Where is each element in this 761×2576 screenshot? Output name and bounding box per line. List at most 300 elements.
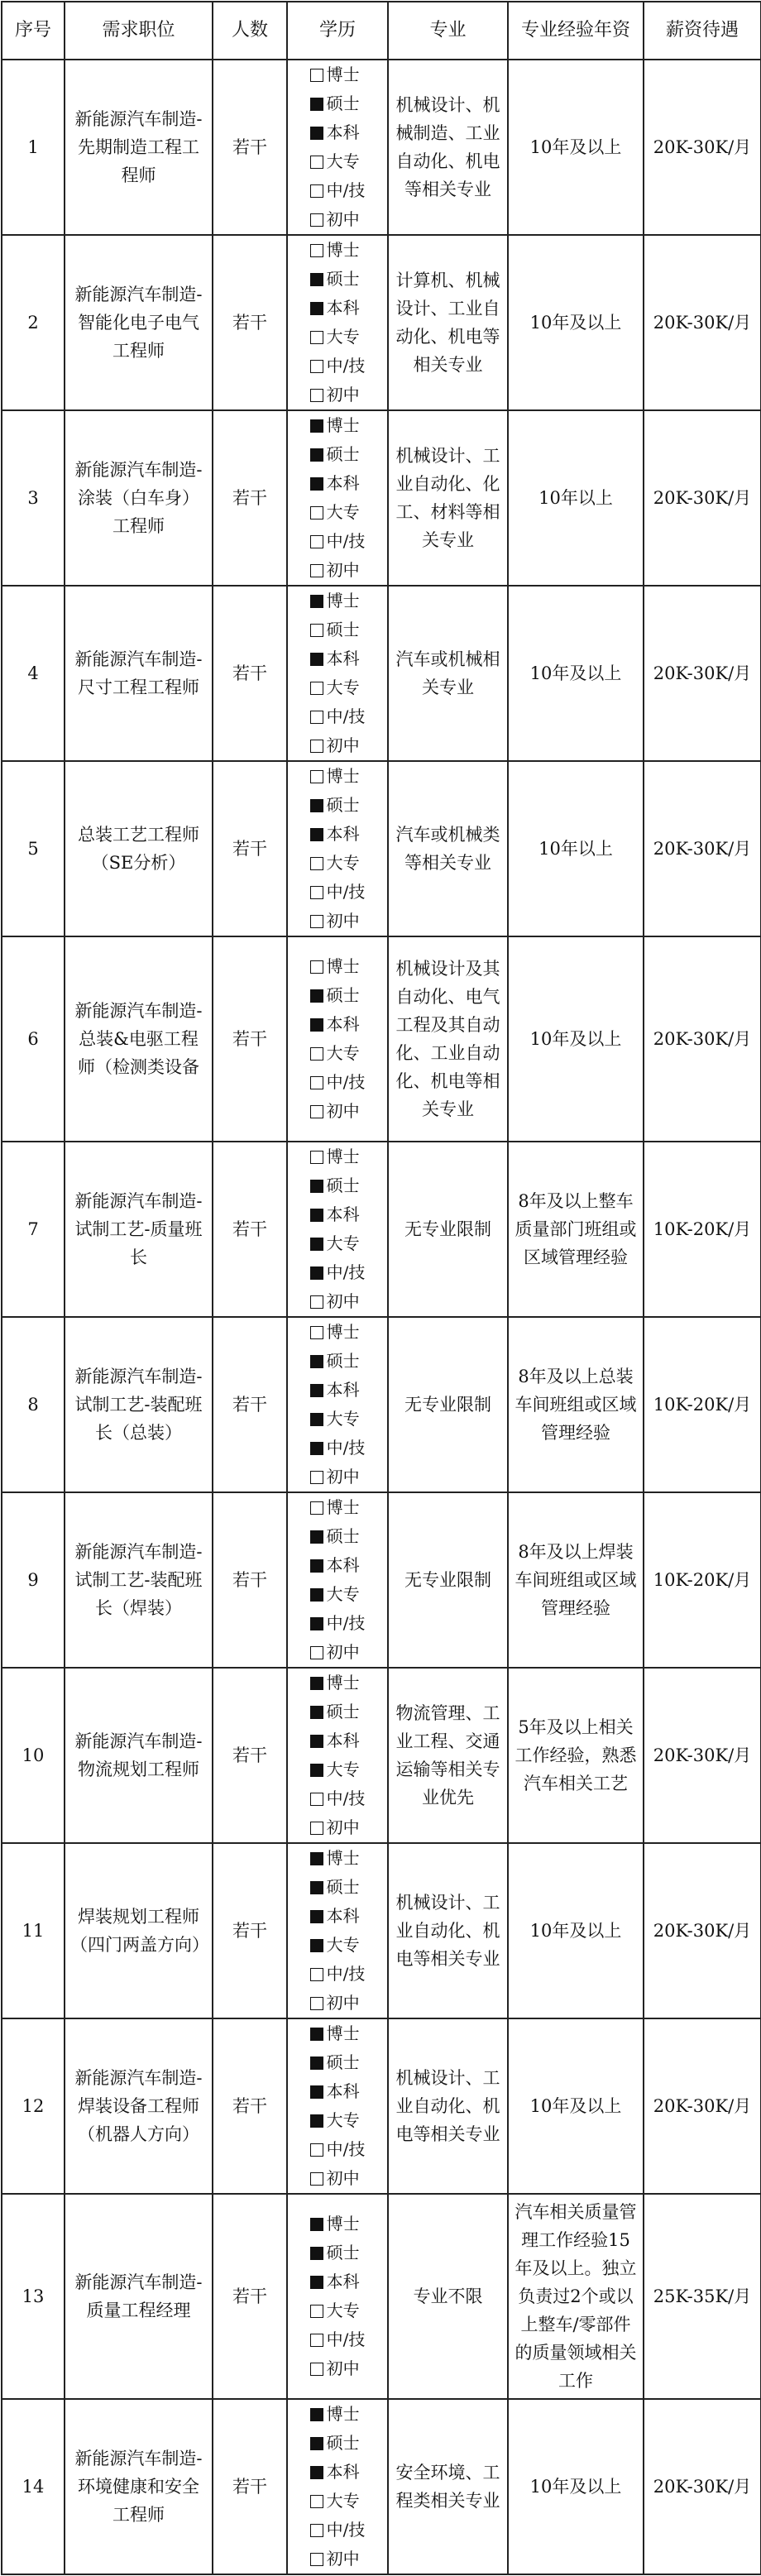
cell-education xyxy=(287,2399,388,2574)
education-option xyxy=(310,556,366,585)
cell-count: 若干 xyxy=(213,2018,287,2194)
cell-position: 新能源汽车制造-试制工艺-装配班长（焊装） xyxy=(65,1492,213,1668)
checked-box-icon xyxy=(310,1910,323,1923)
education-option xyxy=(310,469,366,498)
col-header-position: 需求职位 xyxy=(65,2,213,60)
checked-box-icon xyxy=(310,1209,323,1222)
cell-experience: 10年及以上 xyxy=(508,2399,644,2574)
education-option xyxy=(310,2516,366,2545)
education-option xyxy=(310,820,366,849)
education-option-label: 中/技 xyxy=(326,1072,366,1092)
cell-major: 汽车或机械相关专业 xyxy=(388,586,508,761)
col-header-no: 序号 xyxy=(2,2,65,60)
education-option xyxy=(310,440,366,469)
checked-box-icon xyxy=(310,1530,323,1544)
col-header-experience: 专业经验年资 xyxy=(508,2,644,60)
education-checklist xyxy=(310,2400,366,2574)
checked-box-icon xyxy=(310,1384,323,1397)
checked-box-icon xyxy=(310,1442,323,1455)
cell-salary: 20K-30K/月 xyxy=(644,1843,761,2018)
education-option-label: 硕士 xyxy=(326,1351,360,1371)
table-row xyxy=(2,1142,761,1317)
education-option-label: 中/技 xyxy=(326,531,366,551)
education-checklist xyxy=(310,952,366,1126)
education-option xyxy=(310,2164,366,2193)
cell-count: 若干 xyxy=(213,1492,287,1668)
cell-no: 5 xyxy=(2,761,65,936)
cell-education xyxy=(287,60,388,235)
checked-box-icon xyxy=(310,1588,323,1602)
education-option xyxy=(310,1347,366,1376)
unchecked-box-icon xyxy=(310,770,323,783)
col-header-count: 人数 xyxy=(213,2,287,60)
cell-count: 若干 xyxy=(213,1843,287,2018)
unchecked-box-icon xyxy=(310,1997,323,2010)
cell-position: 新能源汽车制造-质量工程经理 xyxy=(65,2194,213,2399)
unchecked-box-icon xyxy=(310,389,323,402)
education-option xyxy=(310,1989,366,2018)
unchecked-box-icon xyxy=(310,915,323,928)
unchecked-box-icon xyxy=(310,886,323,899)
cell-education xyxy=(287,1492,388,1668)
education-option-label: 硕士 xyxy=(326,1702,360,1721)
unchecked-box-icon xyxy=(310,960,323,974)
cell-count: 若干 xyxy=(213,586,287,761)
cell-experience: 8年及以上总装车间班组或区域管理经验 xyxy=(508,1317,644,1492)
unchecked-box-icon xyxy=(310,1076,323,1089)
cell-education xyxy=(287,1317,388,1492)
education-option xyxy=(310,1142,366,1171)
education-option-label: 博士 xyxy=(326,65,360,84)
education-option xyxy=(310,60,366,89)
education-option-label: 博士 xyxy=(326,1497,360,1517)
unchecked-box-icon xyxy=(310,624,323,637)
education-option xyxy=(310,205,366,234)
education-option-label: 大专 xyxy=(326,2301,360,2320)
unchecked-box-icon xyxy=(310,2524,323,2537)
education-option-label: 中/技 xyxy=(326,1964,366,1984)
education-checklist xyxy=(310,60,366,234)
cell-education xyxy=(287,2194,388,2399)
education-option-label: 大专 xyxy=(326,151,360,171)
cell-experience: 5年及以上相关工作经验，熟悉汽车相关工艺 xyxy=(508,1668,644,1843)
unchecked-box-icon xyxy=(310,564,323,577)
education-option-label: 本科 xyxy=(326,1731,360,1750)
education-option-label: 硕士 xyxy=(326,985,360,1005)
education-option-label: 博士 xyxy=(326,415,360,435)
education-checklist xyxy=(310,1493,366,1667)
education-option xyxy=(310,381,366,409)
cell-experience: 10年以上 xyxy=(508,761,644,936)
education-option-label: 中/技 xyxy=(326,1262,366,1282)
checked-box-icon xyxy=(310,1413,323,1426)
education-option xyxy=(310,1434,366,1463)
checked-box-icon xyxy=(310,2408,323,2421)
cell-salary: 20K-30K/月 xyxy=(644,410,761,586)
cell-salary: 20K-30K/月 xyxy=(644,60,761,235)
education-option-label: 本科 xyxy=(326,824,360,844)
unchecked-box-icon xyxy=(310,682,323,695)
unchecked-box-icon xyxy=(310,331,323,344)
table-row xyxy=(2,586,761,761)
education-option xyxy=(310,1726,366,1755)
education-option xyxy=(310,1844,366,1873)
cell-education xyxy=(287,1668,388,1843)
education-option xyxy=(310,1287,366,1316)
cell-major: 机械设计、工业自动化、化工、材料等相关专业 xyxy=(388,410,508,586)
education-option xyxy=(310,498,366,527)
checked-box-icon xyxy=(310,799,323,812)
education-option-label: 大专 xyxy=(326,1043,360,1063)
cell-major: 无专业限制 xyxy=(388,1142,508,1317)
education-option xyxy=(310,2238,366,2267)
cell-education xyxy=(287,761,388,936)
checked-box-icon xyxy=(310,1617,323,1630)
checked-box-icon xyxy=(310,2218,323,2231)
education-option-label: 硕士 xyxy=(326,269,360,289)
cell-no: 10 xyxy=(2,1668,65,1843)
education-option-label: 中/技 xyxy=(326,2329,366,2349)
education-option-label: 中/技 xyxy=(326,706,366,726)
education-option xyxy=(310,1960,366,1989)
unchecked-box-icon xyxy=(310,156,323,169)
col-header-salary: 薪资待遇 xyxy=(644,2,761,60)
education-option-label: 初中 xyxy=(326,2549,360,2569)
education-checklist xyxy=(310,2019,366,2193)
cell-position: 总装工艺工程师（SE分析） xyxy=(65,761,213,936)
cell-experience: 汽车相关质量管理工作经验15年及以上。独立负责过2个或以上整车/零部件的质量领域相关工作 xyxy=(508,2194,644,2399)
cell-major: 计算机、机械设计、工业自动化、机电等相关专业 xyxy=(388,235,508,410)
cell-experience: 10年以上 xyxy=(508,410,644,586)
education-option xyxy=(310,1580,366,1609)
cell-count: 若干 xyxy=(213,2194,287,2399)
cell-count: 若干 xyxy=(213,761,287,936)
checked-box-icon xyxy=(310,653,323,666)
education-option xyxy=(310,1902,366,1931)
cell-position: 新能源汽车制造-总装&电驱工程师（检测类设备 xyxy=(65,936,213,1142)
checked-box-icon xyxy=(310,1559,323,1573)
education-option xyxy=(310,1638,366,1667)
education-option xyxy=(310,1318,366,1347)
checked-box-icon xyxy=(310,2247,323,2260)
unchecked-box-icon xyxy=(310,1822,323,1835)
cell-education xyxy=(287,1843,388,2018)
unchecked-box-icon xyxy=(310,244,323,257)
education-option-label: 本科 xyxy=(326,649,360,668)
job-table xyxy=(1,1,761,2575)
cell-no: 12 xyxy=(2,2018,65,2194)
unchecked-box-icon xyxy=(310,1105,323,1118)
table-row xyxy=(2,936,761,1142)
education-option xyxy=(310,2325,366,2354)
education-option xyxy=(310,878,366,907)
cell-experience: 8年及以上整车质量部门班组或区域管理经验 xyxy=(508,1142,644,1317)
education-option xyxy=(310,2400,366,2429)
checked-box-icon xyxy=(310,2276,323,2289)
checked-box-icon xyxy=(310,2028,323,2041)
cell-no: 9 xyxy=(2,1492,65,1668)
checked-box-icon xyxy=(310,2114,323,2128)
education-option xyxy=(310,1784,366,1813)
education-option-label: 大专 xyxy=(326,1584,360,1604)
education-option xyxy=(310,1609,366,1638)
education-option xyxy=(310,644,366,673)
checked-box-icon xyxy=(310,1238,323,1251)
education-option xyxy=(310,1669,366,1697)
education-option xyxy=(310,762,366,791)
unchecked-box-icon xyxy=(310,213,323,227)
table-row xyxy=(2,1317,761,1492)
checked-box-icon xyxy=(310,1018,323,1032)
cell-no: 3 xyxy=(2,410,65,586)
cell-position: 新能源汽车制造-尺寸工程工程师 xyxy=(65,586,213,761)
cell-major: 安全环境、工程类相关专业 xyxy=(388,2399,508,2574)
cell-salary: 20K-30K/月 xyxy=(644,2018,761,2194)
education-option-label: 硕士 xyxy=(326,1526,360,1546)
table-row xyxy=(2,2399,761,2574)
table-row xyxy=(2,1492,761,1668)
checked-box-icon xyxy=(310,1706,323,1719)
table-row xyxy=(2,1668,761,1843)
unchecked-box-icon xyxy=(310,1151,323,1164)
education-option-label: 本科 xyxy=(326,2462,360,2482)
cell-count: 若干 xyxy=(213,60,287,235)
cell-major: 机械设计、工业自动化、机电等相关专业 xyxy=(388,2018,508,2194)
education-option-label: 大专 xyxy=(326,502,360,522)
education-option-label: 大专 xyxy=(326,678,360,697)
education-checklist xyxy=(310,762,366,936)
education-option xyxy=(310,294,366,323)
cell-count: 若干 xyxy=(213,1317,287,1492)
education-checklist xyxy=(310,236,366,409)
education-option xyxy=(310,2077,366,2106)
education-option-label: 博士 xyxy=(326,240,360,260)
unchecked-box-icon xyxy=(310,2305,323,2318)
education-option xyxy=(310,176,366,205)
cell-salary: 20K-30K/月 xyxy=(644,761,761,936)
table-row xyxy=(2,410,761,586)
cell-salary: 20K-30K/月 xyxy=(644,1668,761,1843)
education-option xyxy=(310,1493,366,1522)
education-option-label: 大专 xyxy=(326,1409,360,1429)
unchecked-box-icon xyxy=(310,1326,323,1339)
checked-box-icon xyxy=(310,1852,323,1865)
education-option-label: 中/技 xyxy=(326,882,366,902)
checked-box-icon xyxy=(310,2466,323,2479)
education-option-label: 初中 xyxy=(326,735,360,755)
education-option xyxy=(310,2458,366,2487)
education-option xyxy=(310,352,366,381)
education-option xyxy=(310,615,366,644)
education-option-label: 本科 xyxy=(326,473,360,493)
education-checklist xyxy=(310,411,366,585)
table-row xyxy=(2,1843,761,2018)
checked-box-icon xyxy=(310,2056,323,2070)
table-row xyxy=(2,2018,761,2194)
checked-box-icon xyxy=(310,2085,323,2099)
unchecked-box-icon xyxy=(310,1047,323,1061)
cell-count: 若干 xyxy=(213,1668,287,1843)
education-option xyxy=(310,1551,366,1580)
cell-no: 4 xyxy=(2,586,65,761)
unchecked-box-icon xyxy=(310,360,323,373)
education-option xyxy=(310,587,366,615)
unchecked-box-icon xyxy=(310,857,323,870)
education-option-label: 大专 xyxy=(326,853,360,873)
cell-position: 新能源汽车制造-试制工艺-质量班长 xyxy=(65,1142,213,1317)
table-row xyxy=(2,2194,761,2399)
education-option-label: 初中 xyxy=(326,385,360,405)
education-option xyxy=(310,1755,366,1784)
unchecked-box-icon xyxy=(310,1968,323,1981)
education-option-label: 初中 xyxy=(326,1817,360,1837)
cell-major: 汽车或机械类等相关专业 xyxy=(388,761,508,936)
education-option xyxy=(310,1229,366,1258)
table-row xyxy=(2,60,761,235)
unchecked-box-icon xyxy=(310,69,323,82)
education-option-label: 博士 xyxy=(326,2404,360,2424)
cell-major: 无专业限制 xyxy=(388,1317,508,1492)
education-option-label: 硕士 xyxy=(326,444,360,464)
education-option-label: 初中 xyxy=(326,1467,360,1487)
education-option xyxy=(310,702,366,731)
education-option xyxy=(310,2210,366,2238)
education-option xyxy=(310,1039,366,1068)
cell-position: 新能源汽车制造-环境健康和安全工程师 xyxy=(65,2399,213,2574)
checked-box-icon xyxy=(310,302,323,315)
education-option-label: 本科 xyxy=(326,2081,360,2101)
education-option-label: 本科 xyxy=(326,1380,360,1400)
cell-education xyxy=(287,410,388,586)
education-option-label: 博士 xyxy=(326,1848,360,1868)
education-option-label: 初中 xyxy=(326,2358,360,2378)
education-option xyxy=(310,527,366,556)
cell-no: 13 xyxy=(2,2194,65,2399)
unchecked-box-icon xyxy=(310,1646,323,1659)
education-option-label: 中/技 xyxy=(326,2139,366,2159)
checked-box-icon xyxy=(310,2437,323,2450)
education-checklist xyxy=(310,1142,366,1316)
cell-major: 无专业限制 xyxy=(388,1492,508,1668)
education-option-label: 博士 xyxy=(326,1147,360,1166)
unchecked-box-icon xyxy=(310,2143,323,2157)
education-option-label: 初中 xyxy=(326,2168,360,2188)
unchecked-box-icon xyxy=(310,2553,323,2566)
cell-count: 若干 xyxy=(213,235,287,410)
cell-education xyxy=(287,1142,388,1317)
cell-salary: 10K-20K/月 xyxy=(644,1142,761,1317)
education-option xyxy=(310,1376,366,1405)
education-checklist xyxy=(310,2210,366,2383)
checked-box-icon xyxy=(310,989,323,1003)
education-option xyxy=(310,952,366,981)
checked-box-icon xyxy=(310,1735,323,1748)
education-option xyxy=(310,2135,366,2164)
education-option xyxy=(310,118,366,147)
education-option xyxy=(310,849,366,878)
cell-no: 1 xyxy=(2,60,65,235)
education-checklist xyxy=(310,1318,366,1491)
education-option xyxy=(310,1522,366,1551)
education-option-label: 初中 xyxy=(326,1642,360,1662)
education-option xyxy=(310,1200,366,1229)
education-option xyxy=(310,731,366,760)
education-option xyxy=(310,1813,366,1842)
education-option-label: 初中 xyxy=(326,560,360,580)
education-option xyxy=(310,1405,366,1434)
cell-education xyxy=(287,2018,388,2194)
education-option xyxy=(310,89,366,118)
checked-box-icon xyxy=(310,273,323,286)
education-option-label: 大专 xyxy=(326,2110,360,2130)
checked-box-icon xyxy=(310,1881,323,1894)
education-option-label: 中/技 xyxy=(326,1613,366,1633)
unchecked-box-icon xyxy=(310,1295,323,1309)
education-option xyxy=(310,1697,366,1726)
unchecked-box-icon xyxy=(310,2334,323,2347)
cell-no: 11 xyxy=(2,1843,65,2018)
education-option xyxy=(310,2019,366,2048)
cell-salary: 20K-30K/月 xyxy=(644,2399,761,2574)
education-checklist xyxy=(310,1844,366,2018)
education-option-label: 中/技 xyxy=(326,356,366,376)
education-option-label: 大专 xyxy=(326,2491,360,2511)
cell-experience: 10年及以上 xyxy=(508,235,644,410)
education-option xyxy=(310,673,366,702)
unchecked-box-icon xyxy=(310,506,323,520)
cell-position: 新能源汽车制造-物流规划工程师 xyxy=(65,1668,213,1843)
education-option xyxy=(310,236,366,265)
checked-box-icon xyxy=(310,419,323,433)
checked-box-icon xyxy=(310,98,323,111)
education-option-label: 初中 xyxy=(326,911,360,931)
cell-no: 14 xyxy=(2,2399,65,2574)
cell-position: 新能源汽车制造-焊装设备工程师（机器人方向） xyxy=(65,2018,213,2194)
unchecked-box-icon xyxy=(310,2495,323,2508)
unchecked-box-icon xyxy=(310,1501,323,1515)
education-option-label: 初中 xyxy=(326,1291,360,1311)
unchecked-box-icon xyxy=(310,535,323,548)
cell-experience: 10年及以上 xyxy=(508,1843,644,2018)
education-option-label: 本科 xyxy=(326,1014,360,1034)
education-option-label: 本科 xyxy=(326,122,360,142)
education-option xyxy=(310,265,366,294)
education-option-label: 硕士 xyxy=(326,620,360,639)
education-option-label: 博士 xyxy=(326,2023,360,2043)
education-option-label: 初中 xyxy=(326,209,360,229)
header-row xyxy=(2,2,761,60)
cell-major: 物流管理、工业工程、交通运输等相关专业优先 xyxy=(388,1668,508,1843)
checked-box-icon xyxy=(310,127,323,140)
education-option-label: 硕士 xyxy=(326,795,360,815)
education-option-label: 博士 xyxy=(326,766,360,786)
education-option-label: 初中 xyxy=(326,1101,360,1121)
education-checklist xyxy=(310,1669,366,1842)
education-option-label: 本科 xyxy=(326,1555,360,1575)
education-option xyxy=(310,147,366,176)
unchecked-box-icon xyxy=(310,184,323,198)
unchecked-box-icon xyxy=(310,1471,323,1484)
cell-salary: 20K-30K/月 xyxy=(644,235,761,410)
checked-box-icon xyxy=(310,1180,323,1193)
education-option xyxy=(310,907,366,936)
unchecked-box-icon xyxy=(310,711,323,724)
education-option-label: 中/技 xyxy=(326,180,366,200)
cell-education xyxy=(287,235,388,410)
education-option-label: 大专 xyxy=(326,1760,360,1779)
checked-box-icon xyxy=(310,1939,323,1952)
education-option-label: 初中 xyxy=(326,1993,360,2013)
